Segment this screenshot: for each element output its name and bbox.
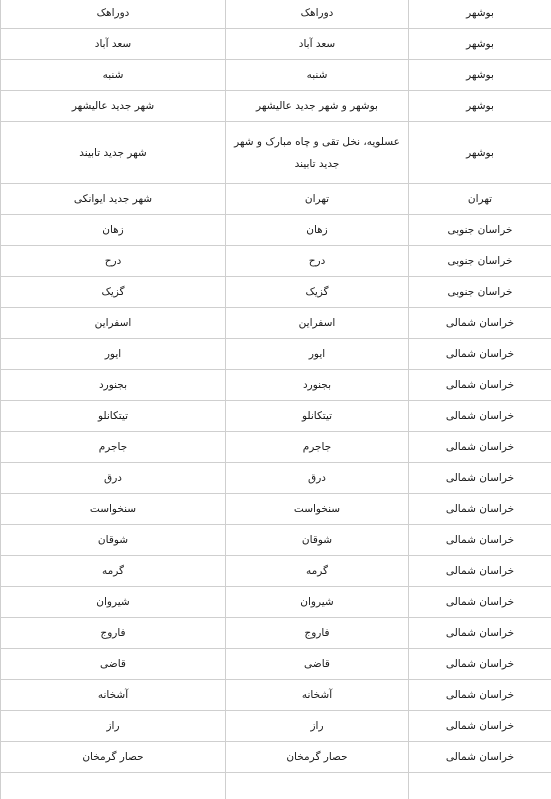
province-cell <box>409 773 551 799</box>
province-cell: خراسان شمالی <box>409 370 551 401</box>
province-cell: بوشهر <box>409 0 551 29</box>
table-row <box>1 680 551 711</box>
province-cell: خراسان شمالی <box>409 401 551 432</box>
table-row <box>1 556 551 587</box>
area-cell: درق <box>226 463 409 494</box>
table-row <box>1 184 551 215</box>
province-cell: خراسان شمالی <box>409 556 551 587</box>
province-cell: خراسان شمالی <box>409 432 551 463</box>
province-cell: خراسان شمالی <box>409 339 551 370</box>
province-cell: خراسان جنوبی <box>409 246 551 277</box>
city-cell: ایور <box>1 339 226 370</box>
table-row <box>1 0 551 29</box>
area-cell: بوشهر و شهر جدید عالیشهر <box>226 91 409 122</box>
area-cell: تیتکانلو <box>226 401 409 432</box>
area-cell: حصار گرمخان <box>226 742 409 773</box>
table-row <box>1 401 551 432</box>
table-row <box>1 246 551 277</box>
city-cell: جاجرم <box>1 432 226 463</box>
province-cell: خراسان شمالی <box>409 308 551 339</box>
province-cell: خراسان شمالی <box>409 618 551 649</box>
table-body <box>1 0 551 799</box>
table-row <box>1 60 551 91</box>
province-cell: خراسان شمالی <box>409 587 551 618</box>
province-cell: بوشهر <box>409 60 551 91</box>
table-row <box>1 463 551 494</box>
city-cell: گرمه <box>1 556 226 587</box>
table-row <box>1 215 551 246</box>
city-cell: قاضی <box>1 649 226 680</box>
table-row <box>1 494 551 525</box>
city-cell: تیتکانلو <box>1 401 226 432</box>
city-cell: شهر جدید ایوانکی <box>1 184 226 215</box>
area-cell: آشخانه <box>226 680 409 711</box>
city-cell: اسفراین <box>1 308 226 339</box>
table-row <box>1 370 551 401</box>
city-cell: درق <box>1 463 226 494</box>
table-row <box>1 29 551 60</box>
area-cell: درح <box>226 246 409 277</box>
city-cell: فاروج <box>1 618 226 649</box>
area-cell: عسلویه، نخل تقی و چاه مبارک و شهر جدید تابیند <box>226 122 409 184</box>
province-cell: بوشهر <box>409 122 551 184</box>
province-cell: خراسان شمالی <box>409 525 551 556</box>
table-row <box>1 618 551 649</box>
area-cell <box>226 773 409 799</box>
area-cell: ایور <box>226 339 409 370</box>
city-cell: بجنورد <box>1 370 226 401</box>
area-cell: تهران <box>226 184 409 215</box>
table-row <box>1 649 551 680</box>
province-cell: بوشهر <box>409 29 551 60</box>
province-cell: خراسان شمالی <box>409 742 551 773</box>
area-cell: دوراهک <box>226 0 409 29</box>
table-row <box>1 587 551 618</box>
city-cell: شیروان <box>1 587 226 618</box>
area-cell: سنخواست <box>226 494 409 525</box>
province-cell: خراسان جنوبی <box>409 277 551 308</box>
city-cell: شوقان <box>1 525 226 556</box>
city-cell <box>1 773 226 799</box>
province-cell: خراسان شمالی <box>409 680 551 711</box>
area-cell: شوقان <box>226 525 409 556</box>
area-cell: بجنورد <box>226 370 409 401</box>
city-cell: شنبه <box>1 60 226 91</box>
province-cell: خراسان جنوبی <box>409 215 551 246</box>
area-cell: راز <box>226 711 409 742</box>
table-row <box>1 91 551 122</box>
city-cell: دوراهک <box>1 0 226 29</box>
province-cell: خراسان شمالی <box>409 711 551 742</box>
table-row <box>1 432 551 463</box>
table-row <box>1 277 551 308</box>
city-cell: سنخواست <box>1 494 226 525</box>
city-cell: شهر جدید عالیشهر <box>1 91 226 122</box>
city-cell: زهان <box>1 215 226 246</box>
area-cell: اسفراین <box>226 308 409 339</box>
area-cell: زهان <box>226 215 409 246</box>
city-cell: شهر جدید تابیند <box>1 122 226 184</box>
table-row <box>1 525 551 556</box>
area-cell: گرمه <box>226 556 409 587</box>
table-row <box>1 773 551 799</box>
area-cell: قاضی <box>226 649 409 680</box>
city-cell: درح <box>1 246 226 277</box>
province-cell: خراسان شمالی <box>409 649 551 680</box>
province-cell: خراسان شمالی <box>409 463 551 494</box>
city-cell: گزیک <box>1 277 226 308</box>
area-cell: سعد آباد <box>226 29 409 60</box>
city-cell: راز <box>1 711 226 742</box>
city-cell: حصار گرمخان <box>1 742 226 773</box>
city-cell: سعد آباد <box>1 29 226 60</box>
city-cell: آشخانه <box>1 680 226 711</box>
table-row <box>1 308 551 339</box>
table-row <box>1 742 551 773</box>
province-cell: تهران <box>409 184 551 215</box>
table-row <box>1 122 551 184</box>
area-cell: فاروج <box>226 618 409 649</box>
table-row <box>1 339 551 370</box>
province-cell: خراسان شمالی <box>409 494 551 525</box>
area-cell: جاجرم <box>226 432 409 463</box>
area-cell: شیروان <box>226 587 409 618</box>
province-cell: بوشهر <box>409 91 551 122</box>
table-row <box>1 711 551 742</box>
area-cell: گزیک <box>226 277 409 308</box>
area-cell: شنبه <box>226 60 409 91</box>
